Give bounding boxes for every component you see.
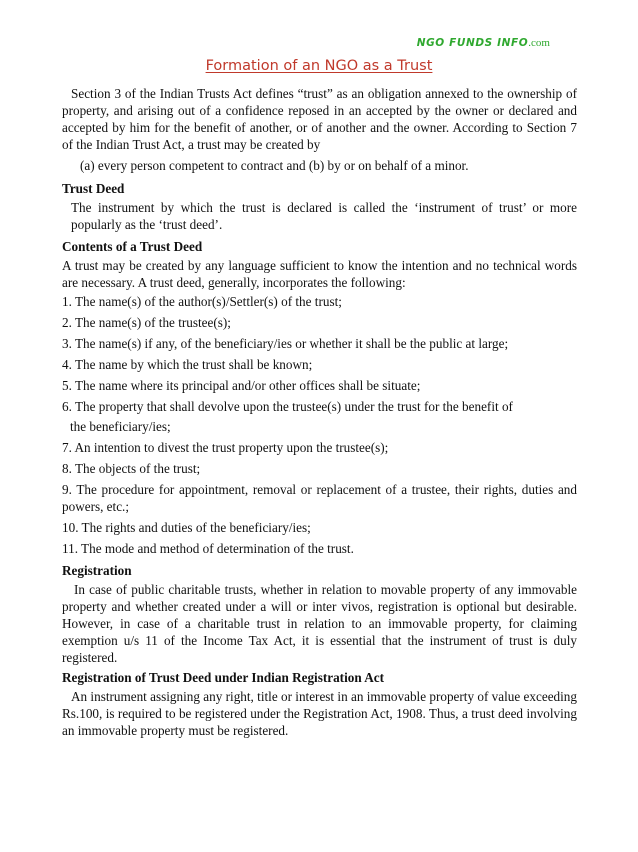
list-item [62, 396, 577, 437]
brand-name: NGO FUNDS INFO [416, 37, 529, 49]
registration-act-paragraph: An instrument assigning any right, title or interest in an immovable property of value exceeding Rs.100, is required to be registered under the Registration Act, 1908. Thus, a trust deed involving an immovable property must be registered. [62, 689, 577, 738]
brand-domain: .com [528, 37, 550, 49]
contents-heading: Contents of a Trust Deed [62, 239, 203, 254]
list-item: 9. The procedure for appointment, removal or replacement of a trustee, their rights, duties and powers, etc.; [62, 482, 577, 514]
list-item: 3. The name(s) if any, of the beneficiary/ies or whether it shall be the public at large; [62, 336, 509, 351]
intro-subclause: (a) every person competent to contract and (b) by or on behalf of a minor. [80, 158, 469, 173]
page-title: Formation of an NGO as a Trust [205, 58, 433, 74]
contents-paragraph: A trust may be created by any language sufficient to know the intention and no technical words are necessary. A trust deed, generally, incorporates the following: [62, 258, 577, 290]
brand-logo [417, 37, 550, 49]
list-item: 2. The name(s) of the trustee(s); [62, 315, 231, 330]
list-item: 8. The objects of the trust; [62, 461, 201, 476]
list-item: 10. The rights and duties of the beneficiary/ies; [62, 520, 311, 535]
registration-act-heading: Registration of Trust Deed under Indian Registration Act [62, 670, 384, 685]
list-item-text: 6. The property that shall devolve upon the trustee(s) under the trust for the benefit of [62, 399, 513, 414]
trust-deed-heading: Trust Deed [62, 181, 125, 196]
registration-paragraph: In case of public charitable trusts, whether in relation to movable property of any immovable property and whether created under a will or inter vivos, registration is optional but desirable. However, in case of a charitable trust in relation to an immovable property, for claiming exemption u/s 11 of the Income Tax Act, it is essential that the instrument of trust is duly registered. [62, 582, 577, 665]
list-item: 4. The name by which the trust shall be known; [62, 357, 313, 372]
intro-paragraph: Section 3 of the Indian Trusts Act defines “trust” as an obligation annexed to the ownership of property, and arising out of a confidence reposed in an accepted by the owner or declared and accepted by him for the benefit of another, or of another and the owner. According to Section 7 of the Indian Trust Act, a trust may be created by [62, 86, 577, 152]
trust-deed-paragraph: The instrument by which the trust is declared is called the ‘instrument of trust’ or more popularly as the ‘trust deed’. [71, 200, 577, 232]
registration-heading: Registration [62, 563, 132, 578]
list-item: 5. The name where its principal and/or other offices shall be situate; [62, 378, 421, 393]
list-item: 7. An intention to divest the trust property upon the trustee(s); [62, 440, 389, 455]
list-item-continuation: the beneficiary/ies; [70, 419, 171, 434]
list-item: 1. The name(s) of the author(s)/Settler(s) of the trust; [62, 294, 342, 309]
document-body [62, 85, 577, 739]
list-item: 11. The mode and method of determination of the trust. [62, 541, 354, 556]
